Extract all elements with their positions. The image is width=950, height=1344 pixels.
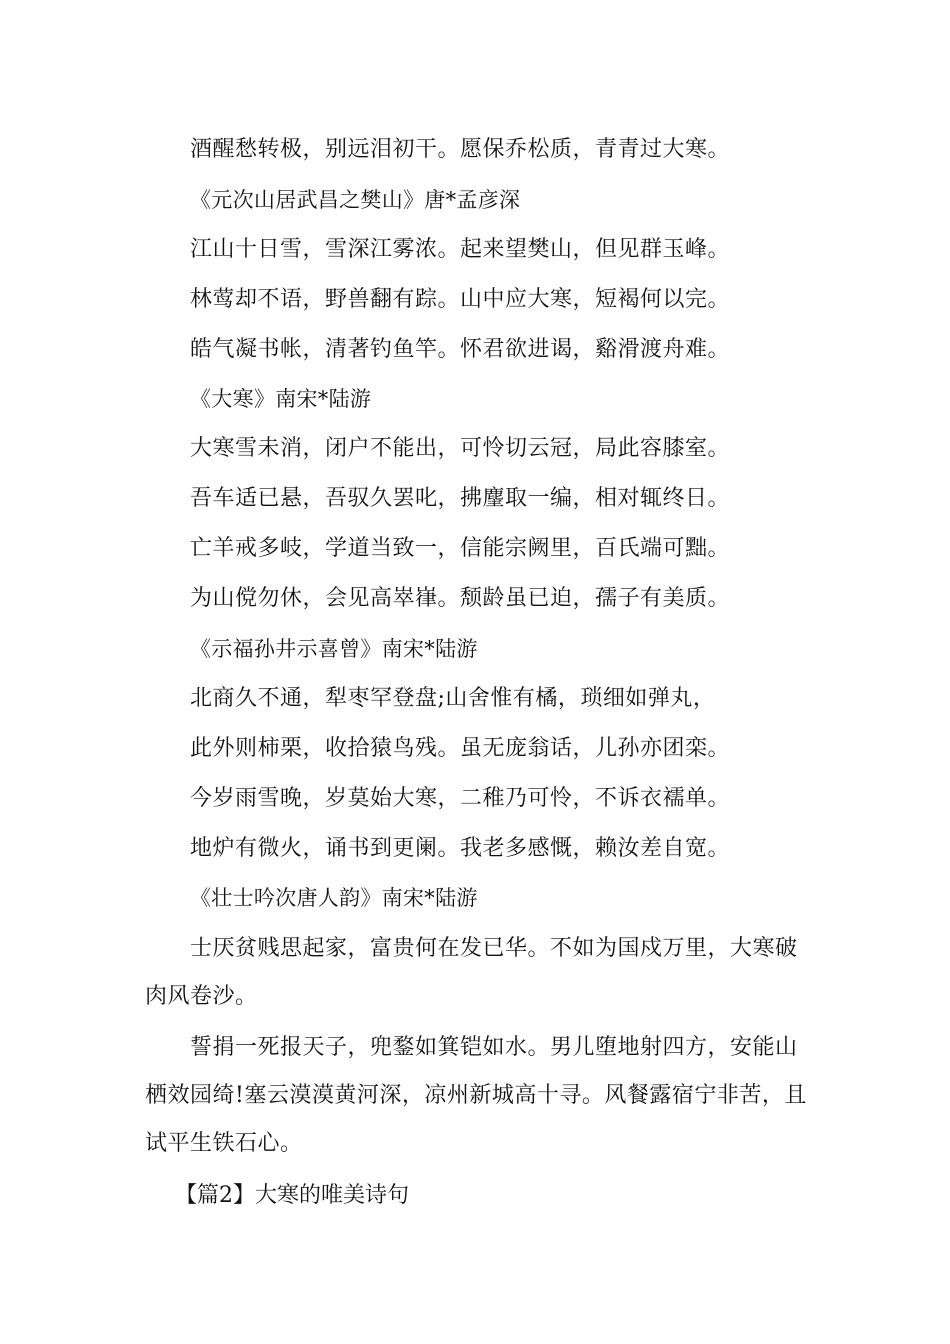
poem-title: 《元次山居武昌之樊山》唐*孟彦深 (190, 188, 521, 212)
poem-line: 林莺却不语，野兽翻有踪。山中应大寒，短褐何以完。 (190, 287, 731, 312)
poem-line: 地炉有微火，诵书到更阑。我老多感慨，赖汝差自宽。 (190, 836, 731, 861)
poem-line: 吾车适已悬，吾驭久罢叱，拂麈取一编，相对辄终日。 (190, 486, 731, 511)
poem-paragraph: 士厌贫贱思起家，富贵何在发已华。不如为国戍万里，大寒破肉风卷沙。 (145, 936, 798, 1009)
poem-line: 江山十日雪，雪深江雾浓。起来望樊山，但见群玉峰。 (190, 237, 731, 262)
poem-title: 《壮士吟次唐人韵》南宋*陆游 (190, 886, 478, 910)
poem-line: 今岁雨雪晚，岁莫始大寒，二稚乃可怜，不诉衣襦单。 (190, 786, 731, 811)
poem-line: 北商久不通，犁枣罕登盘;山舍惟有橘，琐细如弹丸， (190, 686, 716, 711)
poem-line: 亡羊戒多岐，学道当致一，信能宗阙里，百氏端可黜。 (190, 536, 731, 561)
poem-title: 《大寒》南宋*陆游 (190, 387, 372, 411)
poem-line: 酒醒愁转极，别远泪初干。愿保乔松质，青青过大寒。 (190, 137, 731, 162)
section-heading: 【篇2】大寒的唯美诗句 (175, 1183, 409, 1208)
poem-line: 为山傥勿休，会见高崒嵂。颓龄虽已迫，孺子有美质。 (190, 586, 731, 611)
poem-paragraph: 誓捐一死报天子，兜鍪如箕铠如水。男儿堕地射四方，安能山栖效园绮!塞云漠漠黄河深，凉州新城高十寻。风餐露宿宁非苦，且试平生铁石心。 (145, 1035, 807, 1156)
poem-line: 大寒雪未消，闭户不能出，可怜切云冠，局此容膝室。 (190, 436, 731, 461)
poem-line: 此外则柿栗，收拾猿鸟残。虽无庞翁话，儿孙亦团栾。 (190, 736, 731, 761)
poem-line: 皓气凝书帐，清著钓鱼竿。怀君欲进谒，谿滑渡舟难。 (190, 337, 731, 362)
poem-title: 《示福孙井示喜曾》南宋*陆游 (190, 637, 478, 661)
